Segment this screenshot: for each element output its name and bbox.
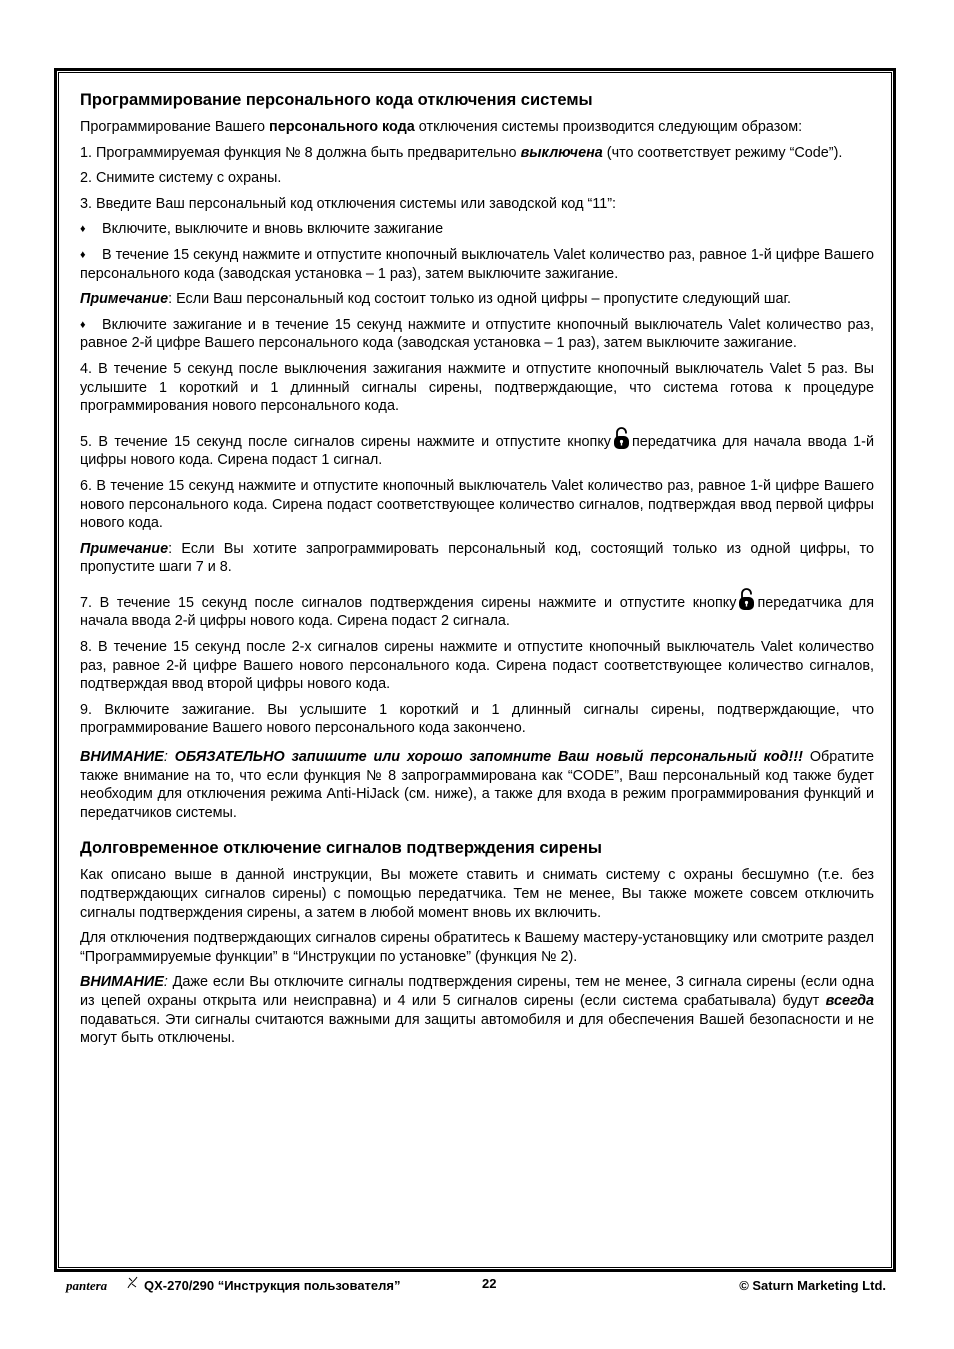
page-number: 22 [482, 1276, 497, 1291]
step-8: 8. В течение 15 секунд после 2-х сигналов сирены нажмите и отпустите кнопочный выключатель Valet количество раз, равное 2-й цифре Вашего нового персонального кода. Сирена подаст соответствующее количество сигналов, подтверждая ввод второй цифры нового кода. [80, 639, 874, 693]
step-5: 5. В течение 15 секунд после сигналов сирены нажмите и отпустите кнопку передатчика для начала ввода 1-й цифры нового кода. Сирена подаст 1 сигнал. [80, 426, 874, 470]
note-2: Примечание: Если Вы хотите запрограммировать персональный код, состоящий только из одной цифры, то пропустите шаги 7 и 8. [80, 540, 874, 576]
footer-model: QX-270/290 “Инструкция пользователя” [144, 1278, 401, 1293]
step-2: 2. Снимите систему с охраны. [80, 170, 282, 187]
warning1-label: ВНИМАНИЕ [80, 749, 164, 766]
bullet-2: ♦ В течение 15 секунд нажмите и отпустите кнопочный выключатель Valet количество раз, равное 1-й цифре Вашего персонального кода (заводская установка – 1 раз), затем выключите зажигание. [80, 246, 874, 282]
warning2-emphasis: всегда [825, 992, 874, 1009]
lock-open-icon [738, 587, 755, 611]
warning2-label: ВНИМАНИЕ [80, 974, 164, 991]
bullet-1: ♦ Включите, выключите и вновь включите зажигание [80, 221, 444, 238]
step-6: 6. В течение 15 секунд нажмите и отпустите кнопочный выключатель Valet количество раз, равное 1-й цифре Вашего нового персонального кода. Сирена подаст соответствующее количество сигналов, подтверждая ввод первой цифры нового кода. [80, 477, 874, 532]
footer-copyright: © Saturn Marketing Ltd. [739, 1278, 886, 1293]
section2-para-2: Для отключения подтверждающих сигналов сирены обратитесь к Вашему мастеру-установщику или смотрите раздел “Программируемые функции” в “Инструкции по установке” (функция № 2). [80, 930, 874, 965]
diamond-bullet-icon: ♦ [80, 318, 86, 331]
pantera-logo-mark-icon [126, 1273, 140, 1294]
step-7: 7. В течение 15 секунд после сигналов подтверждения сирены нажмите и отпустите кнопку передатчика для начала ввода 2-й цифры нового кода. Сирена подаст 2 сигнала. [80, 587, 874, 631]
note2-label: Примечание [80, 540, 169, 557]
note1-label: Примечание [80, 291, 169, 308]
intro-emphasis: персонального кода [269, 119, 415, 135]
section2-title: Долговременное отключение сигналов подтверждения сирены [80, 839, 603, 858]
warning-2: ВНИМАНИЕ: Даже если Вы отключите сигналы подтверждения сирены, тем не менее, 3 сигнала сирены (если одна из цепей охраны открыта или неисправна) и 4 или 5 сигналов сирены (если система срабатывала) будут всегда подаваться. Эти сигналы считаются важными для защиты автомобиля и для обеспечения Вашей безопасности и не могут быть отключены. [80, 974, 874, 1047]
step-3: 3. Введите Ваш персональный код отключения системы или заводской код “11”: [80, 195, 617, 212]
note-1: Примечание: Если Ваш персональный код состоит только из одной цифры – пропустите следующий шаг. [80, 291, 791, 308]
warning-1: ВНИМАНИЕ: ОБЯЗАТЕЛЬНО запишите или хорошо запомните Ваш новый персональный код!!! Обратите также внимание на то, что если функция № 8 запрограммирована как “CODE”, Ваш персональный код также будет необходим для отключения режима Anti-HiJack (см. ниже), а также для входа в режим программирования функций и передатчиков системы. [80, 749, 875, 821]
diamond-bullet-icon: ♦ [80, 248, 86, 261]
step-9: 9. Включите зажигание. Вы услышите 1 короткий и 1 длинный сигналы сирены, подтверждающие, что программирование Вашего нового персонального кода закончено. [80, 701, 874, 737]
section1-title: Программирование персонального кода отключения системы [80, 91, 593, 109]
warning1-emphasis: ОБЯЗАТЕЛЬНО запишите или хорошо запомните Ваш новый персональный код!!! [174, 749, 803, 766]
page-footer [66, 1276, 888, 1298]
section2-para-1: Как описано выше в данной инструкции, Вы можете ставить и снимать систему с охраны бесшумно (т.е. без подтверждающих сигналов сирены) с помощью передатчика. Тем не менее, Вы также можете совсем отключить сигналы подтверждения сирены, а затем в любой момент вновь их включить. [80, 867, 874, 921]
step-1: 1. Программируемая функция № 8 должна быть предварительно выключена (что соответствует режиму “Code”). [80, 144, 843, 161]
lock-open-icon [613, 426, 630, 450]
step1-emphasis: выключена [520, 144, 603, 161]
pantera-logo: pantera [66, 1278, 108, 1293]
section1-intro: Программирование Вашего персонального кода отключения системы производится следующим образом: [80, 119, 803, 135]
page-content [80, 90, 874, 1055]
diamond-bullet-icon: ♦ [80, 223, 86, 236]
step-4: 4. В течение 5 секунд после выключения зажигания нажмите и отпустите кнопочный выключатель Valet 5 раз. Вы услышите 1 короткий и 1 длинный сигналы сирены, подтверждающие, что система готова к процедуре программирования нового персонального кода. [80, 360, 874, 415]
bullet-3: ♦ Включите зажигание и в течение 15 секунд нажмите и отпустите кнопочный выключатель Valet количество раз, равное 2-й цифре Вашего персонального кода (заводская установка – 1 раз), затем выключите зажигание. [80, 316, 874, 352]
